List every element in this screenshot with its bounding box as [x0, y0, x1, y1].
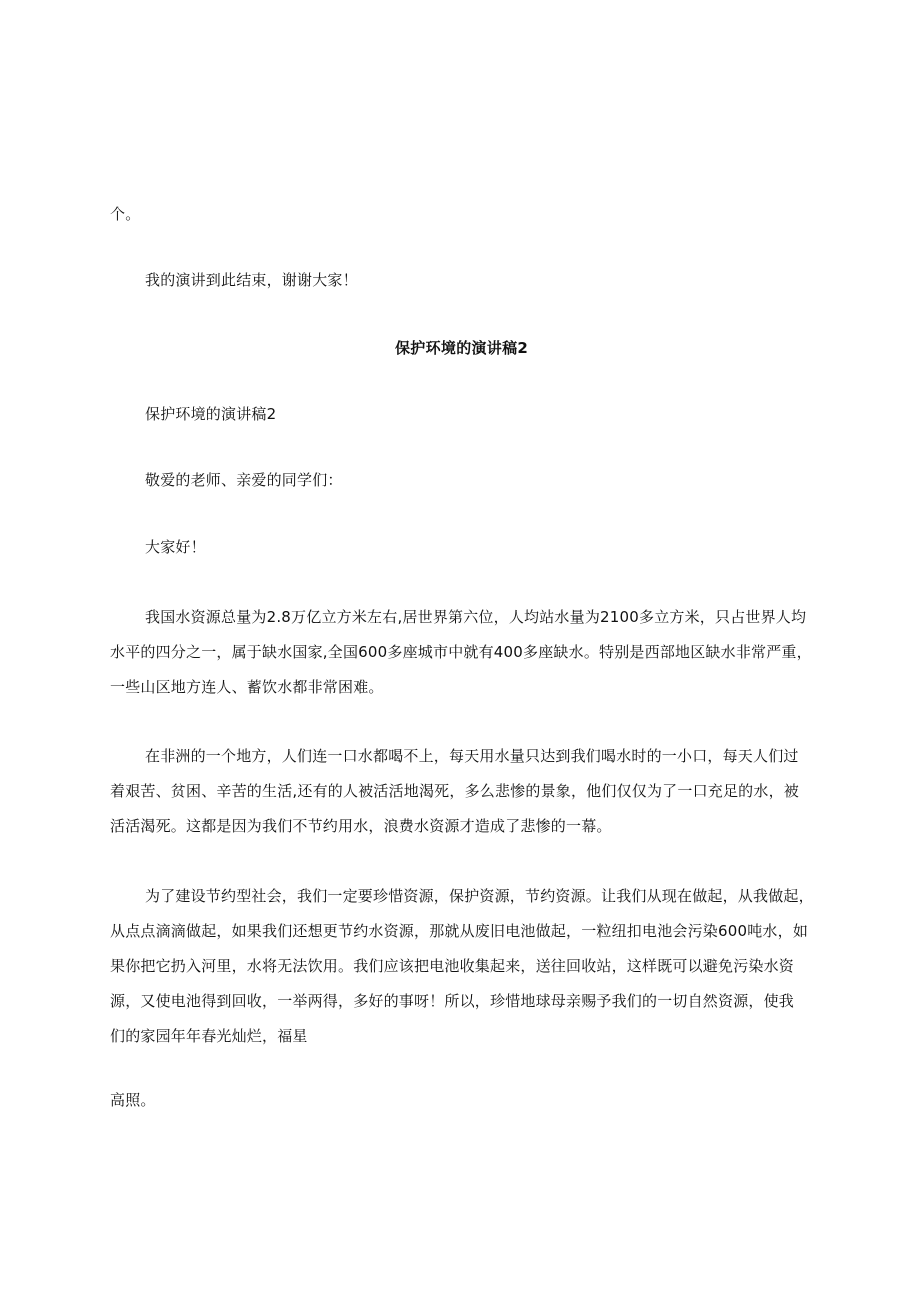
paragraph3-line5: 们的家园年年春光灿烂，福星: [110, 1027, 308, 1045]
paragraph2-line1: 在非洲的一个地方，人们连一口水都喝不上，每天用水量只达到我们喝水时的一小口，每天人们过: [145, 747, 799, 765]
intro-tail-text: 个。: [110, 205, 141, 223]
paragraph3-line1: 为了建设节约型社会，我们一定要珍惜资源，保护资源，节约资源。让我们从现在做起，从我做起，: [145, 887, 814, 905]
closing-text: 我的演讲到此结束，谢谢大家！: [145, 271, 358, 289]
document-heading: 保护环境的演讲稿2: [395, 339, 529, 357]
salutation-text: 敬爱的老师、亲爱的同学们：: [145, 471, 343, 489]
speech-subheading: 保护环境的演讲稿2: [145, 405, 277, 423]
paragraph3-line2: 从点点滴滴做起，如果我们还想更节约水资源，那就从废旧电池做起，一粒纽扣电池会污染600吨水，如: [110, 922, 809, 940]
paragraph3-line3: 果你把它扔入河里，水将无法饮用。我们应该把电池收集起来，送往回收站，这样既可以避免污染水资: [110, 957, 795, 975]
paragraph2-line3: 活活渴死。这都是因为我们不节约用水，浪费水资源才造成了悲惨的一幕。: [110, 817, 612, 835]
paragraph3-line4: 源，又使电池得到回收，一举两得，多好的事呀！所以，珍惜地球母亲赐予我们的一切自然资源，使我: [110, 992, 795, 1010]
greeting-text: 大家好！: [145, 538, 206, 556]
paragraph1-line1: 我国水资源总量为2.8万亿立方米左右,居世界第六位，人均站水量为2100多立方米，只占世界人均: [145, 608, 807, 626]
paragraph1-line2: 水平的四分之一，属于缺水国家,全国600多座城市中就有400多座缺水。特别是西部地区缺水非常严重，: [110, 643, 812, 661]
paragraph2-line2: 着艰苦、贫困、辛苦的生活,还有的人被活活地渴死，多么悲惨的景象，他们仅仅为了一口充足的水，被: [110, 782, 799, 800]
final-tail-text: 高照。: [110, 1091, 156, 1109]
paragraph1-line3: 一些山区地方连人、蓄饮水都非常困难。: [110, 678, 384, 696]
